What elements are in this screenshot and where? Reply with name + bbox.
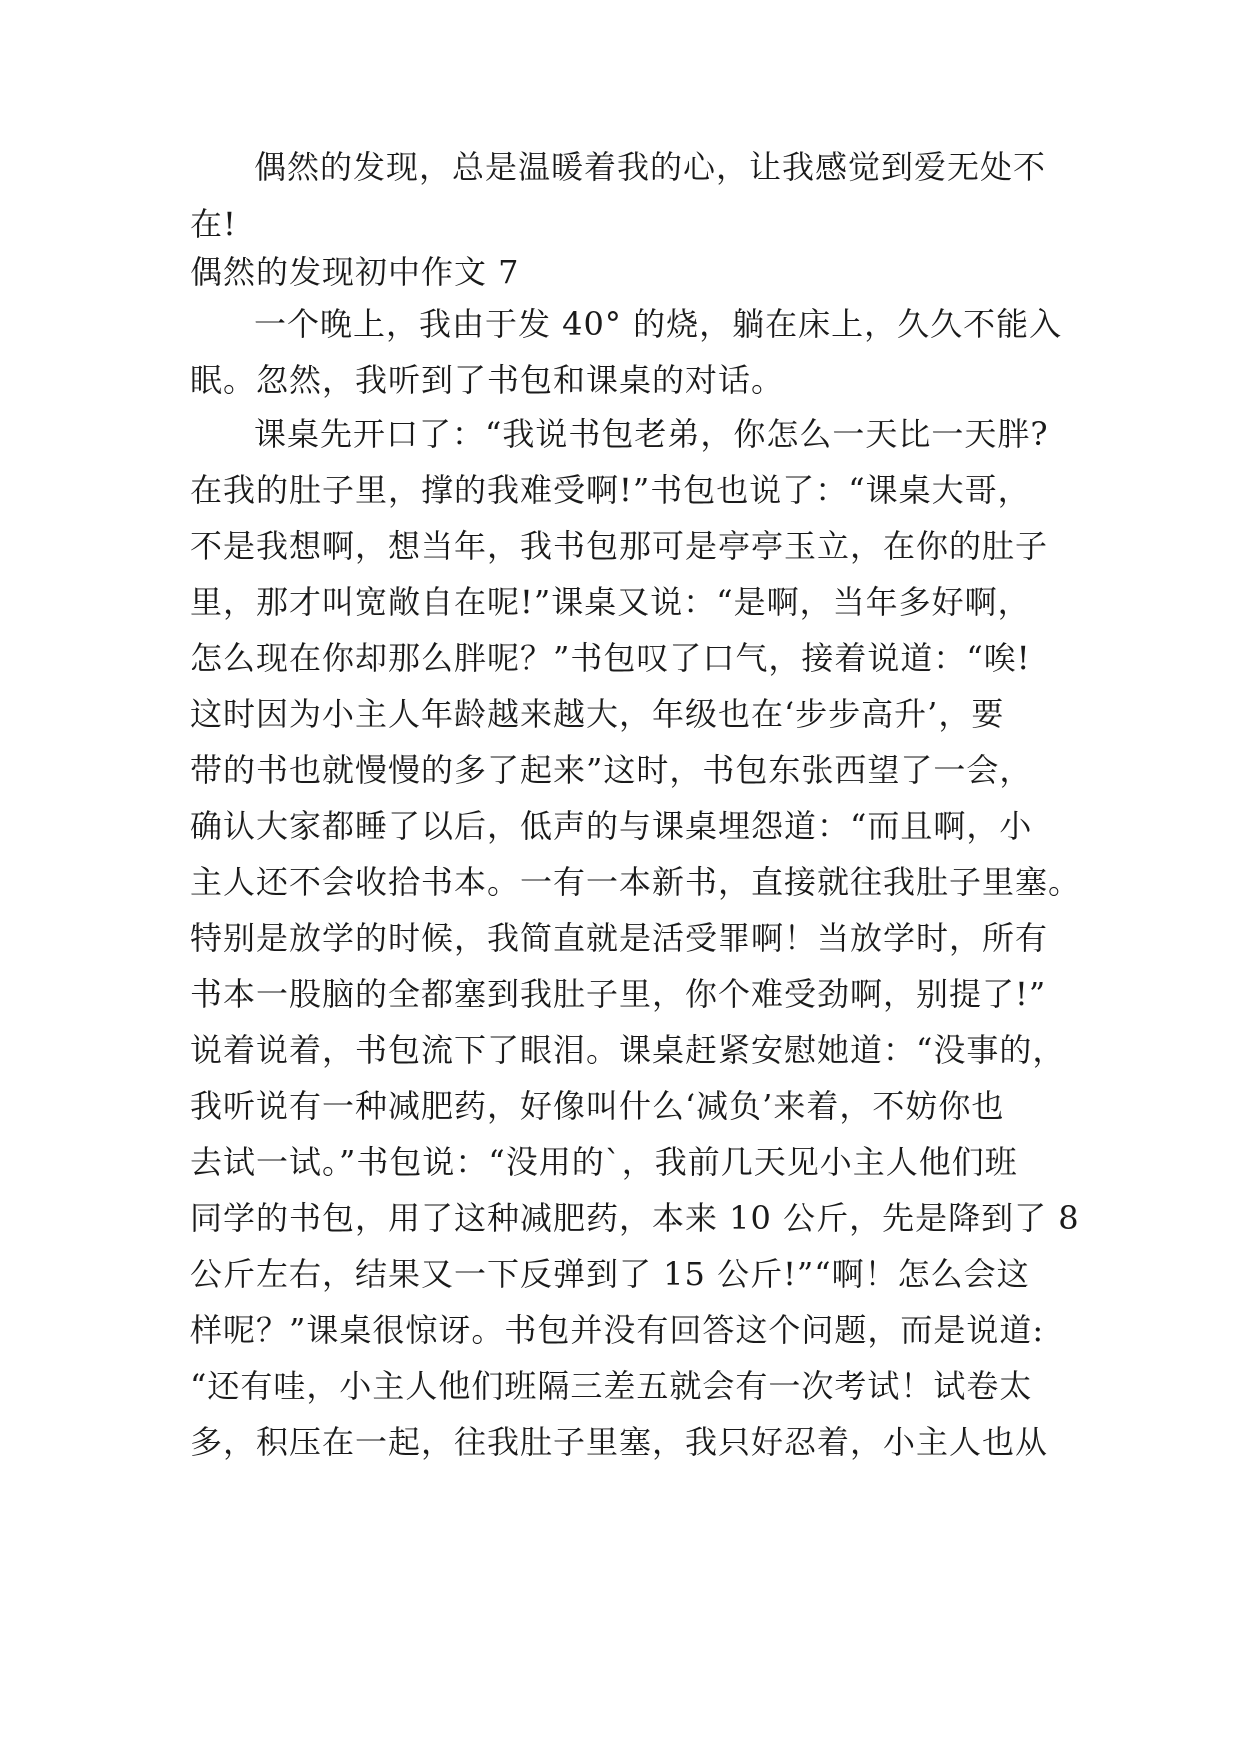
paragraph-line: 怎么现在你却那么胖呢？”书包叹了口气，接着说道：“唉! <box>190 639 1031 677</box>
paragraph-line: 多，积压在一起，往我肚子里塞，我只好忍着，小主人也从 <box>190 1423 1049 1461</box>
paragraph-line: 里，那才叫宽敞自在呢!”课桌又说：“是啊，当年多好啊， <box>190 583 1031 621</box>
paragraph-line: 在! <box>190 205 237 243</box>
paragraph-line: “还有哇，小主人他们班隔三差五就会有一次考试！试卷太 <box>190 1367 1033 1405</box>
paragraph-line: 公斤左右，结果又一下反弹到了 15 公斤!”“啊！怎么会这 <box>190 1255 1030 1293</box>
paragraph-line: 一个晚上，我由于发 40° 的烧，躺在床上，久久不能入 <box>254 305 1063 343</box>
section-heading: 偶然的发现初中作文 7 <box>190 253 520 291</box>
paragraph-line: 在我的肚子里，撑的我难受啊!”书包也说了：“课桌大哥， <box>190 471 1031 509</box>
paragraph-line: 特别是放学的时候，我简直就是活受罪啊！当放学时，所有 <box>190 919 1049 957</box>
paragraph-line: 我听说有一种减肥药，好像叫什么‘减负’来着，不妨你也 <box>190 1087 1005 1125</box>
paragraph-line: 偶然的发现，总是温暖着我的心，让我感觉到爱无处不 <box>254 148 1047 186</box>
paragraph-line: 样呢？”课桌很惊讶。书包并没有回答这个问题，而是说道: <box>190 1311 1045 1349</box>
paragraph-line: 同学的书包，用了这种减肥药，本来 10 公斤，先是降到了 8 <box>190 1199 1080 1237</box>
paragraph-line: 说着说着，书包流下了眼泪。课桌赶紧安慰她道：“没事的， <box>190 1031 1066 1069</box>
paragraph-line: 不是我想啊，想当年，我书包那可是亭亭玉立，在你的肚子 <box>190 527 1049 565</box>
paragraph-line: 眠。忽然，我听到了书包和课桌的对话。 <box>190 361 785 399</box>
paragraph-line: 课桌先开口了：“我说书包老弟，你怎么一天比一天胖? <box>254 415 1049 453</box>
paragraph-line: 去试一试。”书包说：“没用的`，我前几天见小主人他们班 <box>190 1143 1018 1181</box>
paragraph-line: 书本一股脑的全都塞到我肚子里，你个难受劲啊，别提了!” <box>190 975 1047 1013</box>
paragraph-line: 确认大家都睡了以后，低声的与课桌埋怨道：“而且啊，小 <box>190 807 1033 845</box>
paragraph-line: 带的书也就慢慢的多了起来”这时，书包东张西望了一会， <box>190 751 1033 789</box>
paragraph-line: 这时因为小主人年龄越来越大，年级也在‘步步高升’，要 <box>190 695 1005 733</box>
paragraph-line: 主人还不会收拾书本。一有一本新书，直接就往我肚子里塞。 <box>190 863 1082 901</box>
